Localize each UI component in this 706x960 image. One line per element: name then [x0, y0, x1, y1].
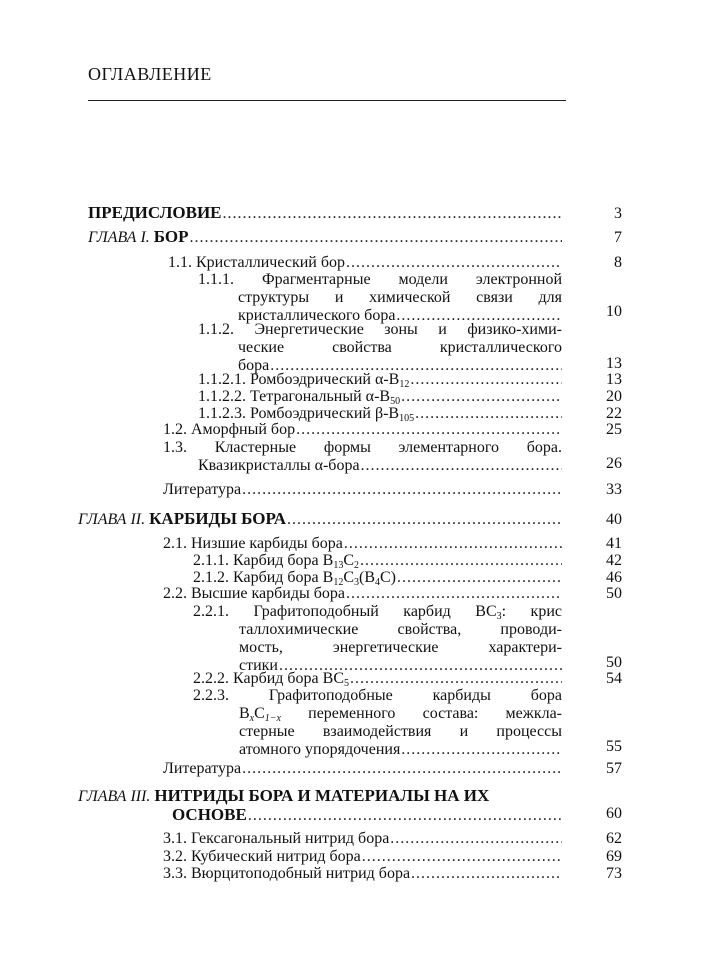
chapter-prefix: ГЛАВА I.: [88, 229, 150, 246]
leader-dots: [410, 371, 562, 389]
toc-page-number: 42: [606, 552, 622, 569]
toc-entry-label: Литература: [163, 760, 242, 777]
toc-entry-2-2-2[interactable]: [193, 670, 562, 688]
subscript: 5: [344, 678, 349, 689]
toc-page-number: 50: [606, 585, 622, 602]
toc-entry-text: мость, энергетические характери-: [239, 639, 562, 656]
subscript: 12: [399, 379, 410, 390]
leader-dots: [360, 552, 562, 570]
toc-entry-text: стерные взаимодействия и процессы: [239, 723, 562, 740]
toc-entry-text: C: [254, 705, 265, 722]
toc-entry-label: 1.1.2.3. Ромбоэдрический β-B: [198, 405, 400, 422]
toc-page-number: 62: [606, 830, 622, 847]
toc-entry-2-2[interactable]: [163, 585, 562, 603]
toc-entry-text: : крис: [501, 603, 562, 620]
toc-entry-2-1[interactable]: [163, 535, 562, 553]
chapter-title: КАРБИДЫ БОРА: [149, 509, 287, 528]
leader-dots: [401, 741, 562, 759]
chapter-title: БОР: [153, 227, 189, 246]
toc-entry-label: кристаллического бора: [238, 307, 396, 324]
subscript: 3: [496, 611, 502, 622]
leader-dots: [350, 670, 562, 688]
toc-page-number: 57: [606, 760, 622, 777]
toc-entry-2-2-1[interactable]: [193, 603, 562, 675]
chapter-title: ОСНОВЕ: [172, 805, 247, 824]
toc-entry-2-1-1[interactable]: [193, 552, 562, 570]
toc-entry-label: атомного упорядочения: [239, 741, 401, 758]
leader-dots: [346, 585, 562, 603]
toc-entry-label: 3.3. Вюрцитоподобный нитрид бора: [163, 865, 411, 882]
subscript: 13: [333, 560, 344, 571]
formula-part: C: [343, 552, 354, 569]
toc-entry-1-2[interactable]: [163, 421, 562, 439]
leader-dots: [361, 457, 562, 475]
toc-entry-label: 1.1. Кристаллический бор: [168, 254, 345, 271]
toc-entry-text: 2.2.1. Графитоподобный карбид BC: [193, 603, 497, 620]
toc-page-number: 54: [606, 670, 622, 687]
toc-entry-label: 2.2. Высшие карбиды бора: [163, 585, 345, 602]
subscript: 2: [354, 560, 359, 571]
toc-entry-label: бора: [238, 357, 270, 374]
toc-entry-preface[interactable]: [88, 204, 562, 223]
toc-entry-label: 3.2. Кубический нитрид бора: [163, 848, 361, 865]
toc-entry-1-1-2[interactable]: [198, 321, 562, 375]
toc-entry-label: стики: [239, 657, 278, 674]
toc-entry-text: переменного состава: межкла-: [280, 705, 562, 722]
toc-page-number: 25: [606, 421, 622, 438]
toc-page-number: 8: [614, 254, 622, 271]
toc-entry-1-1-2-2[interactable]: [198, 388, 562, 406]
toc-page-number: 33: [606, 481, 622, 498]
leader-dots: [190, 229, 563, 247]
toc-page-number: 26: [606, 455, 622, 472]
toc-entry-label: 1.1.2.2. Тетрагональный α-B: [198, 388, 391, 405]
toc-entry-label: Литература: [163, 481, 242, 498]
toc-entry-label: 2.2.2. Карбид бора BC: [193, 670, 344, 687]
toc-page-number: 22: [606, 405, 622, 422]
toc-entry-label: Квазикристаллы α-бора: [198, 457, 360, 474]
leader-dots: [401, 388, 562, 406]
chapter-title: НИТРИДЫ БОРА И МАТЕРИАЛЫ НА ИХ: [154, 786, 490, 805]
toc-entry-text: B: [239, 705, 250, 722]
subscript: 4: [375, 577, 380, 588]
toc-page-number: 41: [606, 535, 622, 552]
page-title: ОГЛАВЛЕНИЕ: [88, 64, 212, 84]
toc-page-number: 46: [606, 569, 622, 586]
toc-entry-text: 2.2.3. Графитоподобные карбиды бора: [193, 687, 562, 704]
toc-entry-2-2-3[interactable]: [193, 687, 562, 759]
header-rule: [88, 100, 566, 101]
subscript: 3: [354, 577, 359, 588]
toc-page-number: 55: [606, 738, 622, 755]
toc-entry-3-1[interactable]: [163, 830, 562, 848]
toc-page-number: 13: [606, 355, 622, 372]
chapter-prefix: ГЛАВА III.: [78, 788, 151, 805]
leader-dots: [390, 830, 562, 848]
formula-part: C): [380, 569, 396, 586]
toc-entry-chapter-2[interactable]: [78, 510, 562, 529]
toc-entry-label: 3.1. Гексагональный нитрид бора: [163, 830, 390, 847]
toc-entry-label: 1.2. Аморфный бор: [163, 421, 296, 438]
leader-dots: [223, 205, 562, 223]
toc-entry-3-3[interactable]: [163, 865, 562, 883]
toc-page-number: 3: [614, 205, 622, 222]
toc-page-number: 73: [606, 865, 622, 882]
leader-dots: [362, 848, 562, 866]
toc-entry-label: 1.1.2.1. Ромбоэдрический α-B: [198, 371, 400, 388]
toc-entry-1-3[interactable]: [163, 439, 562, 475]
subscript: 12: [333, 577, 344, 588]
toc-entry-chapter-1[interactable]: [88, 228, 562, 247]
leader-dots: [242, 481, 562, 499]
toc-page-number: 60: [606, 805, 622, 822]
toc-entry-text: 1.3. Кластерные формы элементарного бора.: [163, 439, 562, 456]
subscript: 50: [390, 396, 401, 407]
toc-entry-1-1-1[interactable]: [198, 271, 562, 325]
toc-page-number: 13: [606, 371, 622, 388]
toc-entry-text: 1.1.2. Энергетические зоны и физико-хими-: [198, 321, 562, 338]
toc-page-number: 50: [606, 654, 622, 671]
formula-part: C: [343, 569, 354, 586]
toc-entry-literature-1[interactable]: [163, 481, 562, 499]
toc-entry-label: ПРЕДИСЛОВИЕ: [88, 203, 222, 222]
toc-entry-label: 2.1. Низшие карбиды бора: [163, 535, 343, 552]
leader-dots: [242, 760, 562, 778]
formula-part: (B: [359, 569, 375, 586]
toc-entry-1-1-2-1[interactable]: [198, 371, 562, 389]
toc-entry-text: структуры и химической связи для: [238, 289, 562, 306]
toc-page-number: 10: [606, 303, 622, 320]
chapter-prefix: ГЛАВА II.: [78, 511, 146, 528]
leader-dots: [296, 421, 562, 439]
leader-dots: [346, 254, 562, 272]
leader-dots: [287, 511, 562, 529]
leader-dots: [411, 865, 562, 883]
toc-entry-label: 2.1.1. Карбид бора B: [193, 552, 334, 569]
leader-dots: [248, 807, 562, 825]
toc-entry-text: таллохимические свойства, проводи-: [239, 621, 562, 638]
subscript: 1−x: [264, 713, 281, 724]
toc-page-number: 20: [606, 388, 622, 405]
subscript: 105: [399, 413, 415, 424]
toc-entry-3-2[interactable]: [163, 848, 562, 866]
toc-entry-1-1[interactable]: [168, 254, 562, 272]
toc-entry-literature-2[interactable]: [163, 760, 562, 778]
subscript: x: [249, 713, 255, 724]
toc-page-number: 7: [614, 229, 622, 246]
toc-entry-chapter-3[interactable]: [78, 787, 562, 825]
toc-entry-text: ческие свойства кристаллического: [238, 339, 562, 356]
toc-entry-text: 1.1.1. Фрагментарные модели электронной: [198, 271, 562, 288]
toc-page-number: 40: [606, 511, 622, 528]
toc-page-number: 69: [606, 848, 622, 865]
leader-dots: [344, 535, 562, 553]
toc-entry-label: 2.1.2. Карбид бора B: [193, 569, 334, 586]
